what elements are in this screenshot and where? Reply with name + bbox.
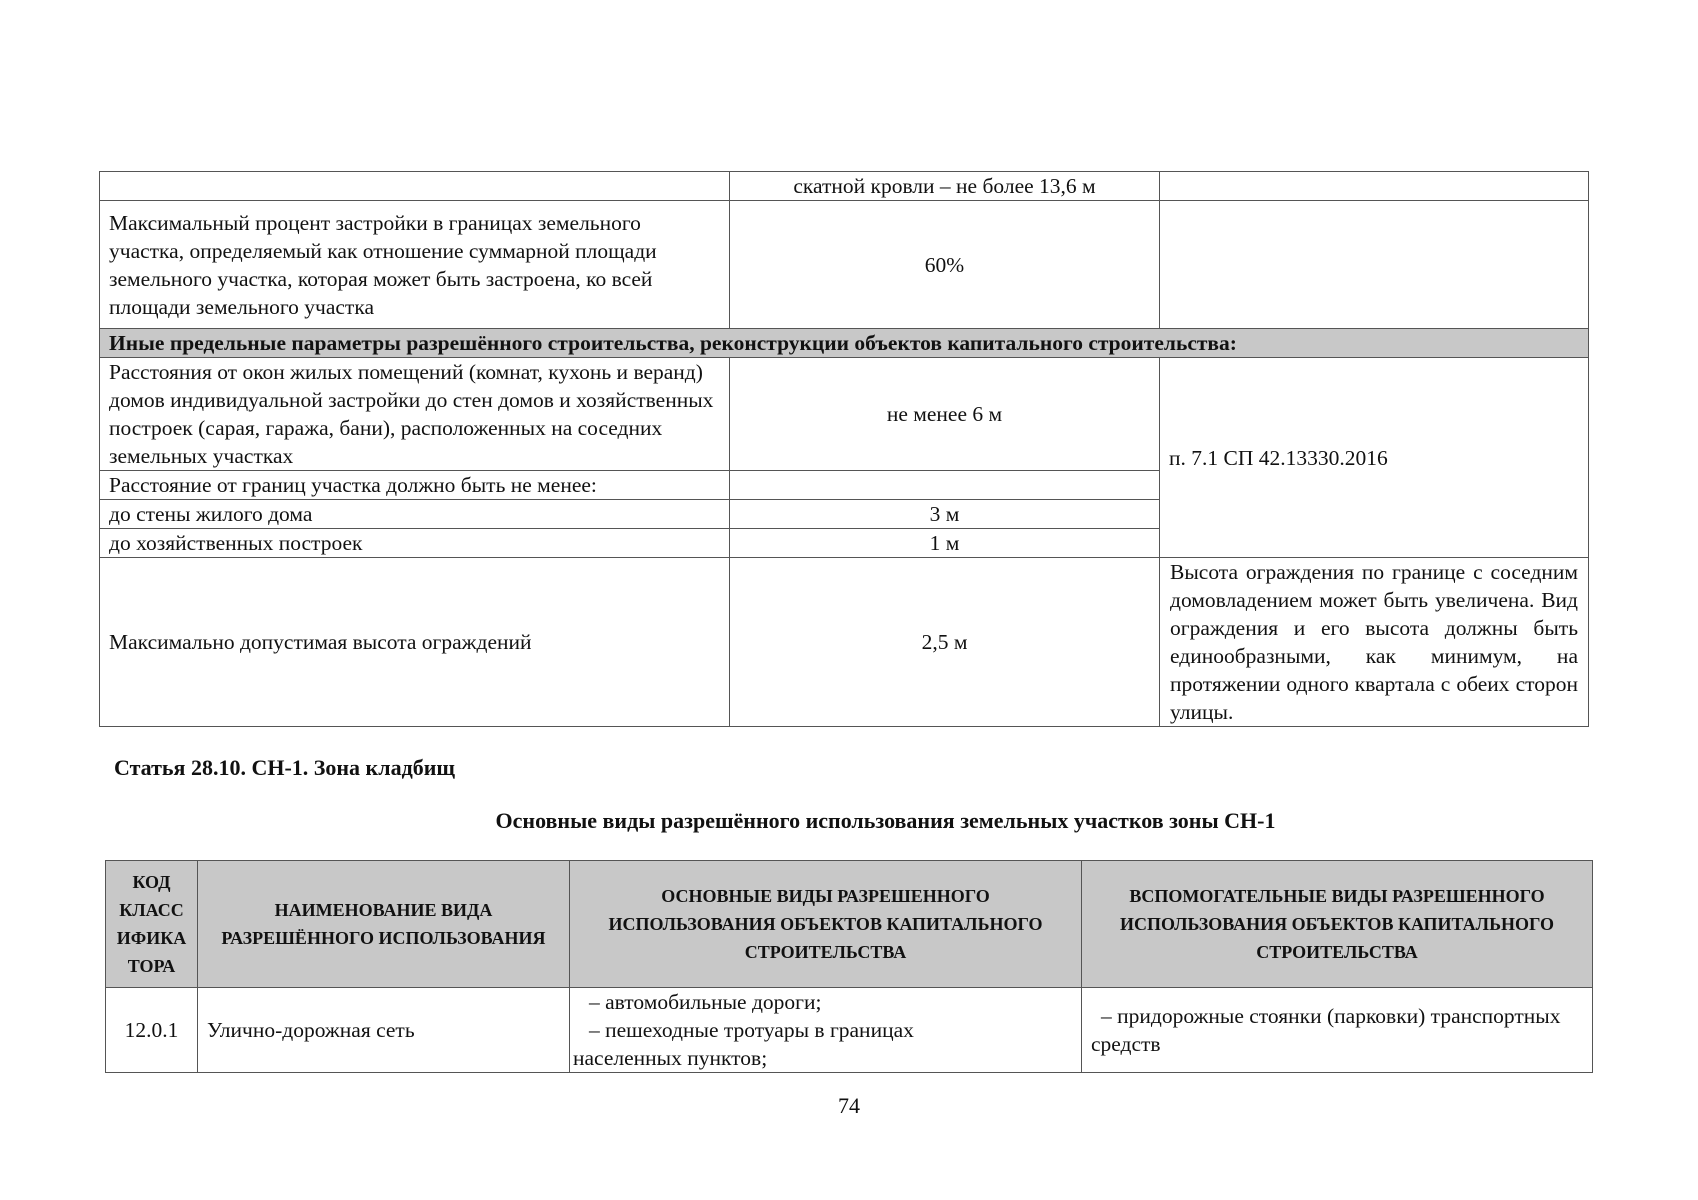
- main-use-item: – автомобильные дороги;: [579, 988, 1072, 1016]
- table-header-row: [106, 861, 1593, 988]
- section-header-row: [100, 329, 1589, 358]
- main-use-item: – пешеходные тротуары в границах: [579, 1016, 1072, 1044]
- table-row: [100, 358, 1589, 471]
- params-cell: [1160, 172, 1589, 201]
- table-row: [100, 172, 1589, 201]
- fence-height-label: Максимально допустимая высота ограждений: [100, 558, 730, 727]
- classifier-code: 12.0.1: [106, 988, 198, 1073]
- regulation-reference: п. 7.1 СП 42.13330.2016: [1160, 358, 1589, 558]
- boundary-distance-label: Расстояние от границ участка должно быть не менее:: [100, 471, 730, 500]
- aux-use-item: – придорожные стоянки (парковки) транспортных средств: [1091, 1002, 1583, 1058]
- fence-height-note: Высота ограждения по границе с соседним домовладением может быть увеличена. Вид ограждения и его высота должны быть единообразными, как минимум, на протяжении одного квартала с обеих сторон улицы.: [1160, 558, 1589, 727]
- table-row: [106, 988, 1593, 1073]
- building-percent-label: Максимальный процент застройки в границах земельного участка, определяемый как отношение суммарной площади земельного участка, которая может быть застроена, ко всей площади земельного участка: [100, 201, 730, 329]
- table-row: [100, 201, 1589, 329]
- page-number: 74: [838, 1093, 860, 1118]
- main-use-item-continuation: населенных пунктов;: [573, 1046, 768, 1070]
- outbuilding-distance-label: до хозяйственных построек: [100, 529, 730, 558]
- house-distance-label: до стены жилого дома: [100, 500, 730, 529]
- table-row: [100, 558, 1589, 727]
- params-cell: [100, 172, 730, 201]
- outbuilding-distance-value: 1 м: [730, 529, 1160, 558]
- code-column-header: КОД КЛАСС ИФИКА ТОРА: [106, 861, 198, 988]
- window-distance-value: не менее 6 м: [730, 358, 1160, 471]
- permitted-uses-table: [105, 860, 1593, 1073]
- use-name: Улично-дорожная сеть: [198, 988, 570, 1073]
- window-distance-label: Расстояния от окон жилых помещений (комнат, кухонь и веранд) домов индивидуальной застройки до стен домов и хозяйственных построек (сарая, гаража, бани), расположенных на соседних земельных участках: [100, 358, 730, 471]
- main-uses-column-header: ОСНОВНЫЕ ВИДЫ РАЗРЕШЕННОГО ИСПОЛЬЗОВАНИЯ ОБЪЕКТОВ КАПИТАЛЬНОГО СТРОИТЕЛЬСТВА: [570, 861, 1082, 988]
- table-caption: Основные виды разрешённого использования земельных участков зоны СН-1: [495, 808, 1276, 833]
- parameters-table: [99, 171, 1589, 727]
- name-column-header: НАИМЕНОВАНИЕ ВИДА РАЗРЕШЁННОГО ИСПОЛЬЗОВАНИЯ: [198, 861, 570, 988]
- main-uses-cell: [570, 988, 1082, 1073]
- fence-height-value: 2,5 м: [730, 558, 1160, 727]
- roof-height-value: скатной кровли – не более 13,6 м: [730, 172, 1160, 201]
- article-title: Статья 28.10. СН-1. Зона кладбищ: [114, 755, 455, 780]
- house-distance-value: 3 м: [730, 500, 1160, 529]
- section-header: Иные предельные параметры разрешённого строительства, реконструкции объектов капитального строительства:: [100, 329, 1589, 358]
- aux-uses-cell: [1082, 988, 1593, 1073]
- building-percent-value: 60%: [730, 201, 1160, 329]
- aux-uses-column-header: ВСПОМОГАТЕЛЬНЫЕ ВИДЫ РАЗРЕШЕННОГО ИСПОЛЬЗОВАНИЯ ОБЪЕКТОВ КАПИТАЛЬНОГО СТРОИТЕЛЬСТВА: [1082, 861, 1593, 988]
- params-cell: [1160, 201, 1589, 329]
- boundary-distance-value: [730, 471, 1160, 500]
